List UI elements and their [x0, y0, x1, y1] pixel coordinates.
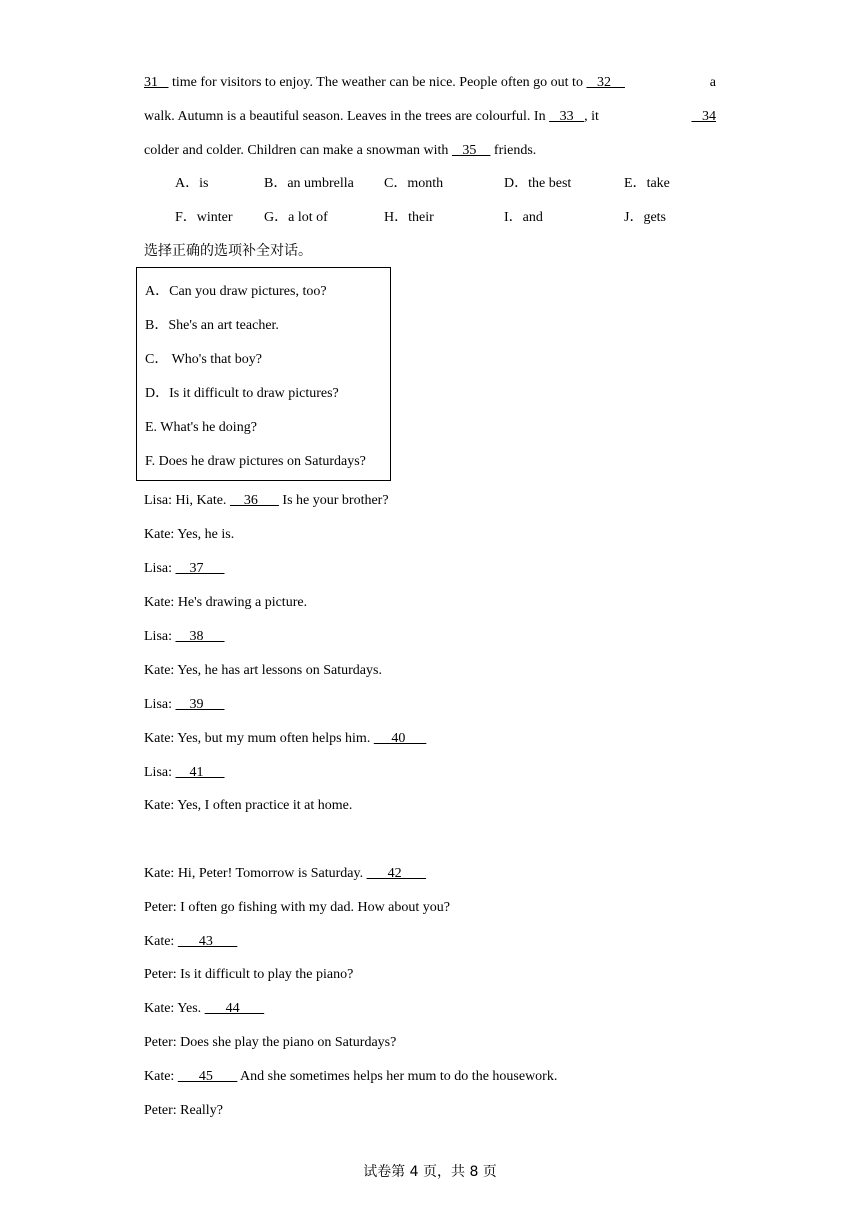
dialogue-line	[144, 934, 237, 950]
option-letter: E．	[624, 176, 647, 191]
box-option: B．She's an art teacher.	[145, 318, 279, 333]
option-letter: I．	[504, 210, 523, 225]
box-option: E. What's he doing?	[145, 420, 257, 435]
blank-45: 45	[177, 1069, 238, 1084]
blank-41: 41	[175, 765, 225, 780]
speech-text: Lisa:	[144, 629, 176, 644]
dialogue-line	[144, 866, 426, 882]
options-box	[136, 267, 391, 481]
blank-42: 42	[366, 866, 427, 881]
option-letter: H．	[384, 210, 409, 225]
option-text: take	[646, 176, 670, 191]
word-option	[384, 210, 434, 226]
dialogue-line	[144, 765, 225, 781]
dialogue-line	[144, 697, 225, 713]
speech-text: Kate: Yes, he has art lessons on Saturdays.	[144, 663, 382, 678]
speech-text: Peter: Is it difficult to play the piano?	[144, 967, 354, 982]
speech-text: Is he your brother?	[278, 493, 389, 508]
passage-text: , it	[584, 109, 599, 124]
passage-line-3	[144, 143, 536, 159]
box-option: C． Who's that boy?	[145, 352, 262, 367]
dialogue-line	[144, 1103, 223, 1119]
passage-line-1	[144, 75, 716, 91]
word-option	[624, 210, 666, 226]
blank-44: 44	[204, 1001, 265, 1016]
option-letter: A．	[175, 176, 200, 191]
dialogue-line	[144, 595, 307, 611]
option-text: a lot of	[288, 210, 328, 225]
option-text: an umbrella	[287, 176, 354, 191]
passage-text: walk. Autumn is a beautiful season. Leaves in the trees are colourful. In	[144, 109, 550, 124]
passage-line-2	[144, 109, 716, 125]
passage-line-1-left	[144, 75, 625, 91]
box-option: F. Does he draw pictures on Saturdays?	[145, 454, 366, 469]
dialogue-line	[144, 1035, 396, 1051]
word-option	[384, 176, 443, 192]
dialogue-line	[144, 1069, 557, 1085]
passage-line-2-left	[144, 109, 599, 125]
blank-35: 35	[451, 143, 491, 158]
passage-text: time for visitors to enjoy. The weather can be nice. People often go out to	[168, 75, 587, 90]
word-option	[504, 210, 543, 226]
speech-text: Peter: I often go fishing with my dad. How about you?	[144, 900, 451, 915]
option-letter: J．	[624, 210, 644, 225]
option-letter: B．	[264, 176, 288, 191]
dialogue-line	[144, 561, 225, 577]
passage-text: friends.	[490, 143, 537, 158]
option-letter: F．	[175, 210, 197, 225]
option-text: their	[408, 210, 434, 225]
dialogue-line	[144, 527, 234, 543]
blank-32: 32	[586, 75, 625, 90]
section-title: 选择正确的选项补全对话。	[144, 243, 312, 259]
speech-text: Lisa:	[144, 765, 176, 780]
passage-text: a	[709, 75, 716, 90]
box-option: D．Is it difficult to draw pictures?	[145, 386, 339, 401]
dialogue-line	[144, 731, 426, 747]
speech-text: Lisa:	[144, 697, 176, 712]
option-text: gets	[643, 210, 667, 225]
speech-text: Kate: Yes.	[144, 1001, 205, 1016]
option-text: and	[522, 210, 543, 225]
dialogue-line	[144, 798, 352, 814]
dialogue-line	[144, 967, 353, 983]
option-text: the best	[528, 176, 572, 191]
blank-37: 37	[175, 561, 225, 576]
page-footer: 试卷第 4 页，共 8 页	[363, 1164, 497, 1180]
speech-text: And she sometimes helps her mum to do the housework.	[237, 1069, 558, 1084]
option-text: month	[407, 176, 444, 191]
speech-text: Kate:	[144, 1069, 178, 1084]
blank-43: 43	[177, 934, 238, 949]
word-option	[264, 176, 354, 192]
speech-text: Peter: Really?	[144, 1103, 223, 1118]
blank-36: 36	[229, 493, 279, 508]
option-letter: D．	[504, 176, 529, 191]
option-text: winter	[196, 210, 233, 225]
blank-31: 31	[144, 75, 169, 90]
word-option	[504, 176, 571, 192]
blank-40: 40	[373, 731, 427, 746]
word-option	[624, 176, 670, 192]
blank-33: 33	[549, 109, 585, 124]
word-option	[264, 210, 328, 226]
speech-text: Kate:	[144, 934, 178, 949]
box-option: A．Can you draw pictures, too?	[145, 284, 327, 299]
speech-text: Kate: Yes, but my mum often helps him.	[144, 731, 374, 746]
speech-text: Kate: Hi, Peter! Tomorrow is Saturday.	[144, 866, 367, 881]
dialogue-line	[144, 493, 389, 509]
speech-text: Kate: Yes, he is.	[144, 527, 235, 542]
passage-text: colder and colder. Children can make a snowman with	[144, 143, 452, 158]
word-option	[175, 210, 233, 226]
option-text: is	[199, 176, 209, 191]
word-option	[175, 176, 208, 192]
speech-text: Kate: Yes, I often practice it at home.	[144, 798, 353, 813]
option-letter: C．	[384, 176, 408, 191]
speech-text: Lisa: Hi, Kate.	[144, 493, 230, 508]
blank-39: 39	[175, 697, 225, 712]
blank-38: 38	[175, 629, 225, 644]
blank-34: 34	[691, 109, 716, 124]
speech-text: Kate: He's drawing a picture.	[144, 595, 308, 610]
speech-text: Peter: Does she play the piano on Saturdays?	[144, 1035, 397, 1050]
dialogue-line	[144, 663, 382, 679]
dialogue-line	[144, 900, 450, 916]
option-letter: G．	[264, 210, 289, 225]
speech-text: Lisa:	[144, 561, 176, 576]
dialogue-line	[144, 1001, 264, 1017]
dialogue-line	[144, 629, 225, 645]
